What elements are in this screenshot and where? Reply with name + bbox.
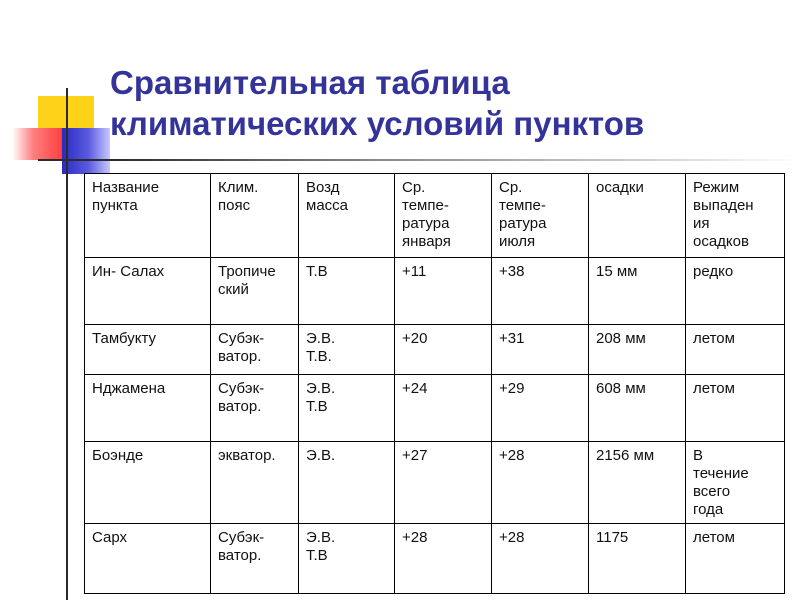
header-cell-jan-temp: Ср. темпе- ратура января [395, 174, 492, 258]
cell-jan-temp: +20 [395, 325, 492, 375]
cell-jan-temp: +28 [395, 524, 492, 594]
cell-jan-temp: +24 [395, 375, 492, 442]
ornament-red-bar [12, 128, 64, 160]
table-header-row [85, 174, 785, 258]
header-cell-airmass: Возд масса [299, 174, 395, 258]
title-line-1: Сравнительная таблица [110, 64, 510, 101]
cell-jul-temp: +28 [492, 524, 589, 594]
ornament-vertical-line [66, 88, 68, 600]
cell-precip: 2156 мм [589, 442, 686, 524]
table-row [85, 258, 785, 325]
cell-name: Ин- Салах [85, 258, 211, 325]
table-row [85, 524, 785, 594]
header-cell-zone: Клим. пояс [211, 174, 299, 258]
title-line-2: климатических условий пунктов [110, 105, 645, 142]
header-cell-regime: Режим выпаден ия осадков [686, 174, 785, 258]
cell-precip: 608 мм [589, 375, 686, 442]
cell-regime: летом [686, 325, 785, 375]
cell-precip: 15 мм [589, 258, 686, 325]
cell-name: Сарх [85, 524, 211, 594]
cell-zone: Тропиче ский [211, 258, 299, 325]
table-row [85, 442, 785, 524]
table-row [85, 375, 785, 442]
slide-title [110, 62, 770, 144]
cell-name: Боэнде [85, 442, 211, 524]
cell-regime: редко [686, 258, 785, 325]
cell-airmass: Э.В. [299, 442, 395, 524]
ornament-horizontal-line [38, 159, 800, 161]
header-cell-precip: осадки [589, 174, 686, 258]
cell-airmass: Э.В. Т.В [299, 375, 395, 442]
cell-precip: 208 мм [589, 325, 686, 375]
cell-jul-temp: +28 [492, 442, 589, 524]
cell-zone: экватор. [211, 442, 299, 524]
cell-zone: Субэк- ватор. [211, 375, 299, 442]
cell-zone: Субэк- ватор. [211, 325, 299, 375]
cell-name: Тамбукту [85, 325, 211, 375]
header-cell-name: Название пункта [85, 174, 211, 258]
cell-airmass: Э.В. Т.В [299, 524, 395, 594]
cell-regime: В течение всего года [686, 442, 785, 524]
ornament-blue-square [62, 128, 110, 174]
table-row [85, 325, 785, 375]
cell-airmass: Т.В [299, 258, 395, 325]
cell-airmass: Э.В. Т.В. [299, 325, 395, 375]
header-cell-jul-temp: Ср. темпе- ратура июля [492, 174, 589, 258]
cell-jul-temp: +31 [492, 325, 589, 375]
cell-jul-temp: +38 [492, 258, 589, 325]
cell-jan-temp: +27 [395, 442, 492, 524]
cell-jul-temp: +29 [492, 375, 589, 442]
cell-jan-temp: +11 [395, 258, 492, 325]
climate-table [84, 173, 785, 594]
cell-zone: Субэк- ватор. [211, 524, 299, 594]
cell-name: Нджамена [85, 375, 211, 442]
cell-precip: 1175 [589, 524, 686, 594]
cell-regime: летом [686, 375, 785, 442]
cell-regime: летом [686, 524, 785, 594]
